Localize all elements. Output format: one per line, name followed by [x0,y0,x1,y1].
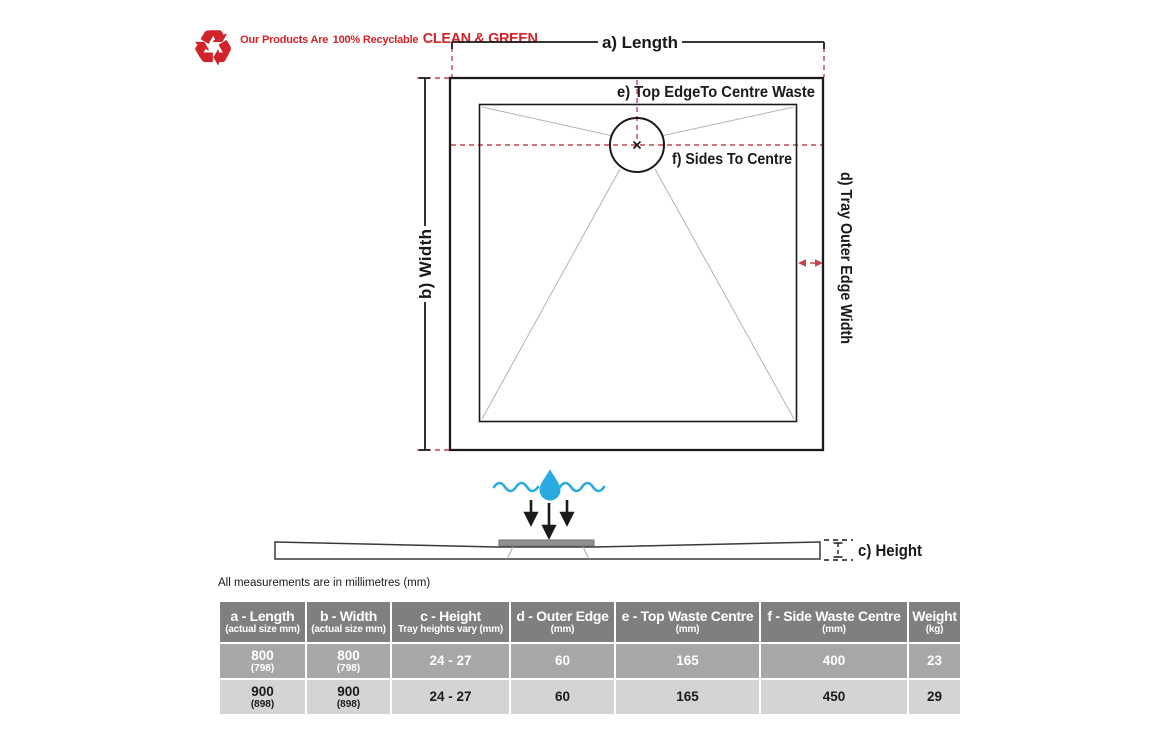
tray-outer-edge-width-label: d) Tray Outer Edge Width [837,172,854,358]
measurements-note: All measurements are in millimetres (mm) [218,577,431,589]
length-dimension [452,33,824,52]
cell-value: 165 [676,653,699,668]
col-header-label: a - Length [230,608,295,624]
cell-value: 60 [554,653,571,668]
cell-value: 60 [554,689,571,704]
cell-top-waste-centre [616,680,759,714]
col-header-sub: (kg) [925,624,944,635]
cell-value: 900 [251,683,274,699]
table-header-row [220,602,960,642]
red-dashed-guides [417,47,824,450]
cell-height [392,680,509,714]
cell-value: 23 [926,653,943,668]
top-edge-to-centre-waste-label: e) Top EdgeTo Centre Waste [617,84,816,101]
col-header-weight [909,602,960,642]
cell-side-waste-centre [761,644,907,678]
col-header-sub: (mm) [675,624,700,635]
col-header-sub: (actual size mm) [311,624,386,635]
logo-line2: 100% Recyclable [332,34,419,46]
col-header-label: f - Side Waste Centre [767,608,901,624]
col-header-side-waste-centre [761,602,907,642]
spec-table [218,600,962,716]
cell-value: 29 [926,689,943,704]
col-header-label: c - Height [420,608,481,624]
cell-outer-edge [511,680,614,714]
recycle-icon: ♻ [192,21,235,74]
col-header-label: b - Width [319,608,378,624]
cell-value: 900 [337,683,360,699]
water-drop-icon [540,469,561,501]
cell-length [220,680,305,714]
cell-value: 24 - 27 [429,689,472,704]
width-label: b) Width [416,229,435,299]
cell-length [220,644,305,678]
table-row [220,680,960,714]
cell-sub-value: (798) [250,662,275,674]
col-header-sub: (mm) [822,624,846,635]
cell-height [392,644,509,678]
cell-outer-edge [511,644,614,678]
logo-line1: Our Products Are [240,34,329,46]
col-header-label: e - Top Waste Centre [621,608,754,624]
logo-line3: CLEAN & GREEN [422,31,538,47]
table-row [220,644,960,678]
tray-side-view [275,540,922,560]
cell-value: 800 [251,647,274,663]
cell-value: 24 - 27 [429,653,472,668]
wave-left-icon [494,483,538,491]
cell-weight [909,680,960,714]
col-header-outer-edge [511,602,614,642]
cell-value: 800 [337,647,360,663]
tray-outer-edge [450,78,823,450]
height-label: c) Height [858,542,923,560]
flow-arrows-icon [526,500,573,537]
cell-width [307,680,390,714]
cell-value: 450 [822,689,846,704]
width-dimension [416,78,435,450]
cell-value: 165 [676,689,699,704]
col-header-label: Weight [912,608,957,624]
waste-grate [499,540,594,546]
cell-side-waste-centre [761,680,907,714]
col-header-sub: Tray heights vary (mm) [397,624,504,635]
col-header-length [220,602,305,642]
cell-sub-value: (898) [250,698,275,710]
cell-width [307,644,390,678]
height-dimension [824,540,853,560]
col-header-width [307,602,390,642]
col-header-label: d - Outer Edge [516,608,609,624]
water-flow-icon [494,469,604,537]
sides-to-centre-label: f) Sides To Centre [672,151,793,168]
col-header-height [392,602,509,642]
col-header-top-waste-centre [616,602,759,642]
cell-top-waste-centre [616,644,759,678]
cell-sub-value: (898) [336,698,361,710]
length-label: a) Length [602,33,678,52]
col-header-sub: (actual size mm) [225,624,300,635]
cell-value: 400 [822,653,846,668]
cell-weight [909,644,960,678]
col-header-sub: (mm) [550,624,575,635]
cell-sub-value: (798) [336,662,361,674]
wave-right-icon [560,483,604,491]
